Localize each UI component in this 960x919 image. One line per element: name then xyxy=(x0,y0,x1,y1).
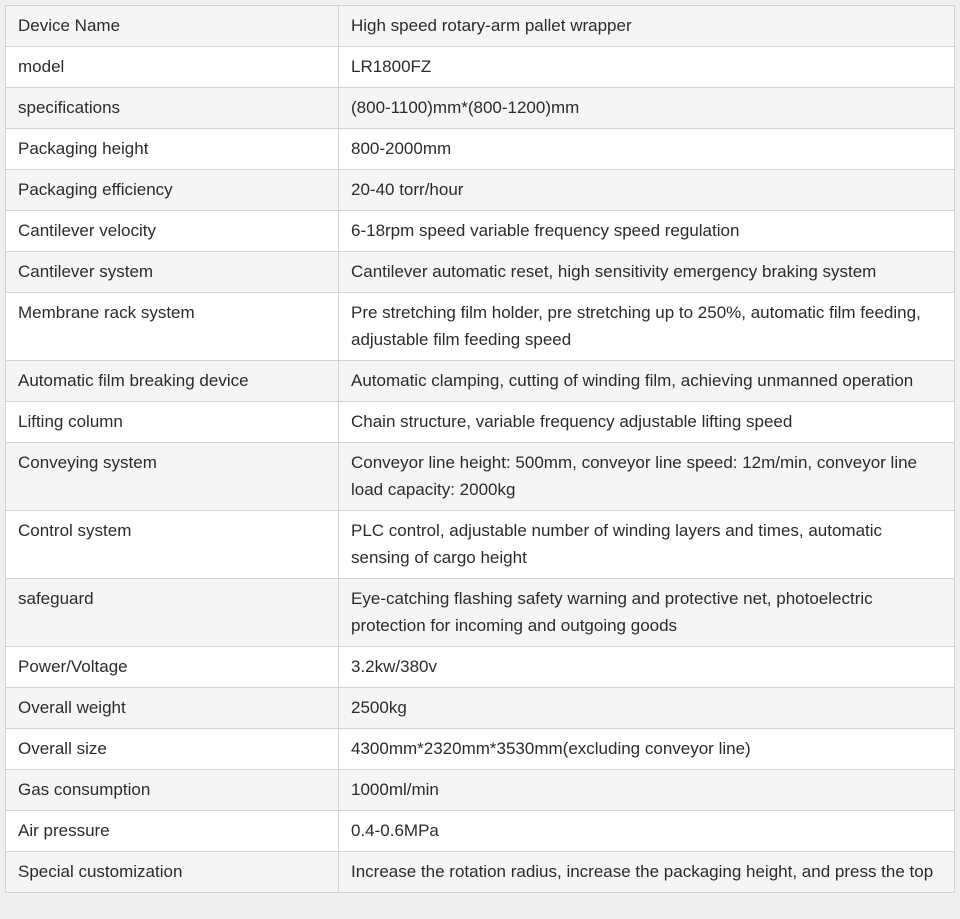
spec-label: Cantilever velocity xyxy=(6,211,339,252)
spec-label: Membrane rack system xyxy=(6,293,339,361)
spec-label: Cantilever system xyxy=(6,252,339,293)
spec-value: LR1800FZ xyxy=(339,47,955,88)
spec-label: Overall weight xyxy=(6,688,339,729)
spec-label: safeguard xyxy=(6,579,339,647)
spec-value: PLC control, adjustable number of winding layers and times, automatic sensing of cargo height xyxy=(339,511,955,579)
spec-value: (800-1100)mm*(800-1200)mm xyxy=(339,88,955,129)
spec-label: Gas consumption xyxy=(6,770,339,811)
table-row xyxy=(6,811,955,852)
table-row xyxy=(6,402,955,443)
spec-label: Conveying system xyxy=(6,443,339,511)
table-row xyxy=(6,579,955,647)
table-row xyxy=(6,129,955,170)
spec-value: 3.2kw/380v xyxy=(339,647,955,688)
table-row xyxy=(6,647,955,688)
spec-value: Pre stretching film holder, pre stretching up to 250%, automatic film feeding, adjustable film feeding speed xyxy=(339,293,955,361)
table-row xyxy=(6,170,955,211)
spec-label: Packaging efficiency xyxy=(6,170,339,211)
table-row xyxy=(6,852,955,893)
spec-value: Cantilever automatic reset, high sensitivity emergency braking system xyxy=(339,252,955,293)
spec-label: Packaging height xyxy=(6,129,339,170)
table-row xyxy=(6,688,955,729)
spec-value: Conveyor line height: 500mm, conveyor line speed: 12m/min, conveyor line load capacity: 2000kg xyxy=(339,443,955,511)
table-row xyxy=(6,252,955,293)
spec-label: Special customization xyxy=(6,852,339,893)
table-row xyxy=(6,293,955,361)
spec-value: 2500kg xyxy=(339,688,955,729)
spec-table-container xyxy=(5,5,955,893)
spec-label: Lifting column xyxy=(6,402,339,443)
spec-label: Automatic film breaking device xyxy=(6,361,339,402)
spec-value: Automatic clamping, cutting of winding film, achieving unmanned operation xyxy=(339,361,955,402)
table-row xyxy=(6,47,955,88)
spec-label: Power/Voltage xyxy=(6,647,339,688)
spec-value: High speed rotary-arm pallet wrapper xyxy=(339,6,955,47)
spec-value: Eye-catching flashing safety warning and protective net, photoelectric protection for incoming and outgoing goods xyxy=(339,579,955,647)
spec-value: Chain structure, variable frequency adjustable lifting speed xyxy=(339,402,955,443)
spec-value: 6-18rpm speed variable frequency speed regulation xyxy=(339,211,955,252)
spec-label: model xyxy=(6,47,339,88)
spec-value: 800-2000mm xyxy=(339,129,955,170)
spec-label: Air pressure xyxy=(6,811,339,852)
spec-label: Control system xyxy=(6,511,339,579)
spec-value: 1000ml/min xyxy=(339,770,955,811)
table-row xyxy=(6,361,955,402)
table-row xyxy=(6,511,955,579)
spec-label: specifications xyxy=(6,88,339,129)
spec-table xyxy=(5,5,955,893)
table-row xyxy=(6,770,955,811)
spec-value: 4300mm*2320mm*3530mm(excluding conveyor line) xyxy=(339,729,955,770)
spec-label: Device Name xyxy=(6,6,339,47)
spec-value: 0.4-0.6MPa xyxy=(339,811,955,852)
table-row xyxy=(6,443,955,511)
spec-value: Increase the rotation radius, increase the packaging height, and press the top xyxy=(339,852,955,893)
spec-value: 20-40 torr/hour xyxy=(339,170,955,211)
table-row xyxy=(6,729,955,770)
table-row xyxy=(6,6,955,47)
table-row xyxy=(6,211,955,252)
spec-label: Overall size xyxy=(6,729,339,770)
table-row xyxy=(6,88,955,129)
